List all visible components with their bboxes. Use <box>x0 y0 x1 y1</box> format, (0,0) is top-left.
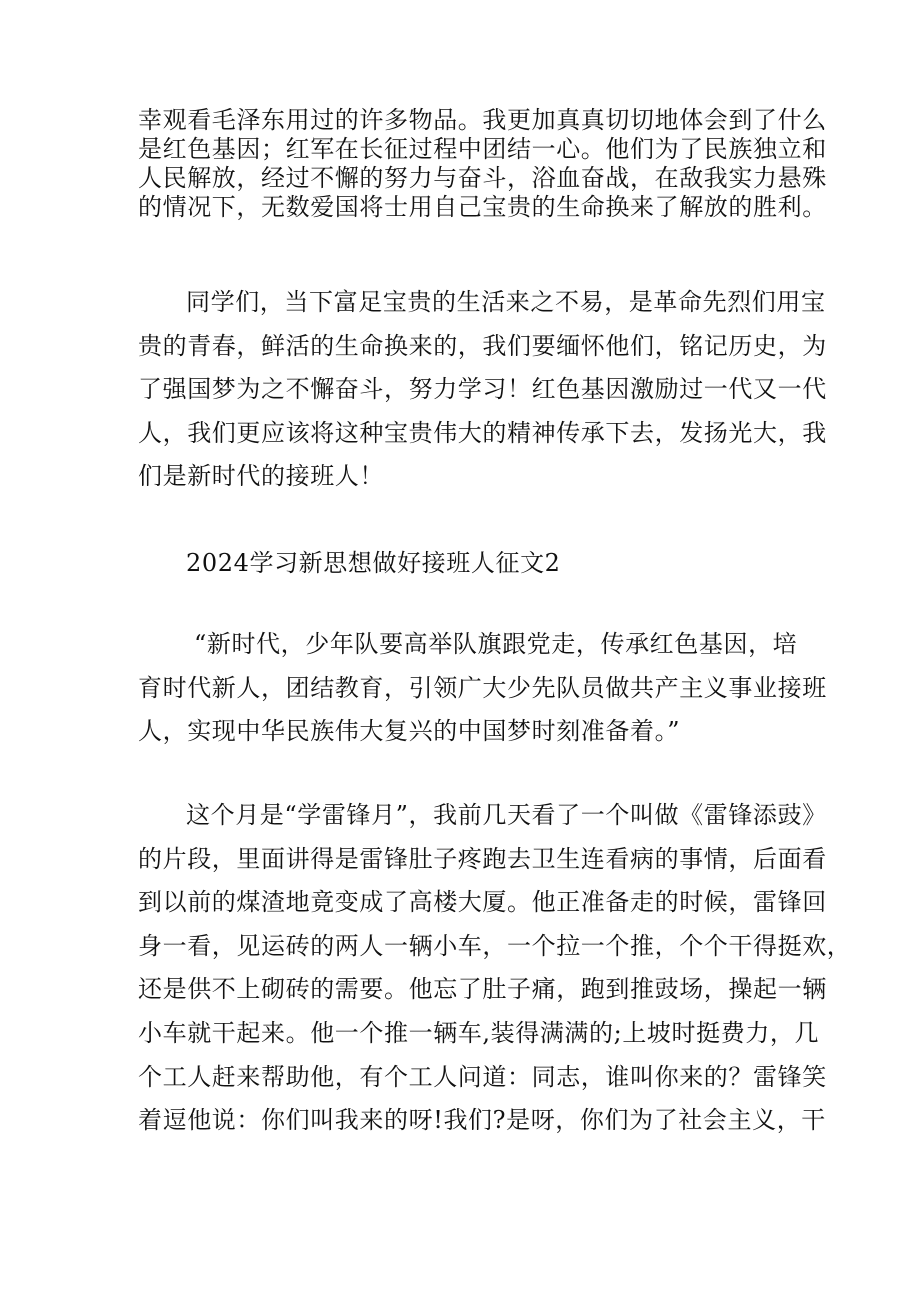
text-line: 是红色基因；红军在长征过程中团结一心。他们为了民族独立和 <box>138 135 827 163</box>
text-line: 育时代新人，团结教育，引领广大少先队员做共产主义事业接班 <box>138 673 827 702</box>
text-line: 贵的青春，鲜活的生命换来的，我们要缅怀他们，铭记历史，为 <box>138 331 827 360</box>
section-heading <box>186 542 846 586</box>
text-line: 着逗他说：你们叫我来的呀!我们?是呀，你们为了社会主义，干 <box>138 1106 826 1135</box>
text-line: 个工人赶来帮助他，有个工人问道：同志，谁叫你来的？雷锋笑 <box>138 1062 827 1091</box>
text-line: 身一看，见运砖的两人一辆小车，一个拉一个推，个个干得挺欢， <box>138 931 852 960</box>
text-line: 了强国梦为之不懈奋斗，努力学习！红色基因激励过一代又一代 <box>138 375 827 404</box>
text-line: 还是供不上砌砖的需要。他忘了肚子痛，跑到推豉场，操起一辆 <box>138 975 827 1004</box>
text-line: 幸观看毛泽东用过的许多物品。我更加真真切切地体会到了什么 <box>138 106 827 134</box>
text-line: 这个月是“学雷锋月”，我前几天看了一个叫做《雷锋添豉》 <box>186 801 827 829</box>
text-line: 的情况下，无数爱国将士用自己宝贵的生命换来了解放的胜利。 <box>138 193 827 221</box>
text-line: 人，我们更应该将这种宝贵伟大的精神传承下去，发扬光大，我 <box>138 418 827 447</box>
text-line: 人民解放，经过不懈的努力与奋斗，浴血奋战，在敌我实力悬殊 <box>138 164 827 192</box>
text-line: 小车就干起来。他一个推一辆车,装得满满的;上坡时挺费力，几 <box>138 1018 820 1047</box>
paragraph-2 <box>138 281 827 499</box>
text-line: 同学们，当下富足宝贵的生活来之不易，是革命先烈们用宝 <box>186 288 826 316</box>
paragraph-1 <box>138 106 827 222</box>
text-line: 们是新时代的接班人！ <box>138 462 384 491</box>
paragraph-3 <box>138 623 827 754</box>
text-line: 到以前的煤渣地竟变成了高楼大厦。他正准备走的时候，雷锋回 <box>138 888 827 917</box>
paragraph-4 <box>138 794 852 1143</box>
text-line: “新时代，少年队要高举队旗跟党走，传承红色基因，培 <box>194 630 798 658</box>
text-line: 的片段，里面讲得是雷锋肚子疼跑去卫生连看病的事情，后面看 <box>138 844 827 873</box>
text-line: 人，实现中华民族伟大复兴的中国梦时刻准备着。” <box>138 717 681 746</box>
heading-text: 2024学习新思想做好接班人征文2 <box>186 549 561 577</box>
